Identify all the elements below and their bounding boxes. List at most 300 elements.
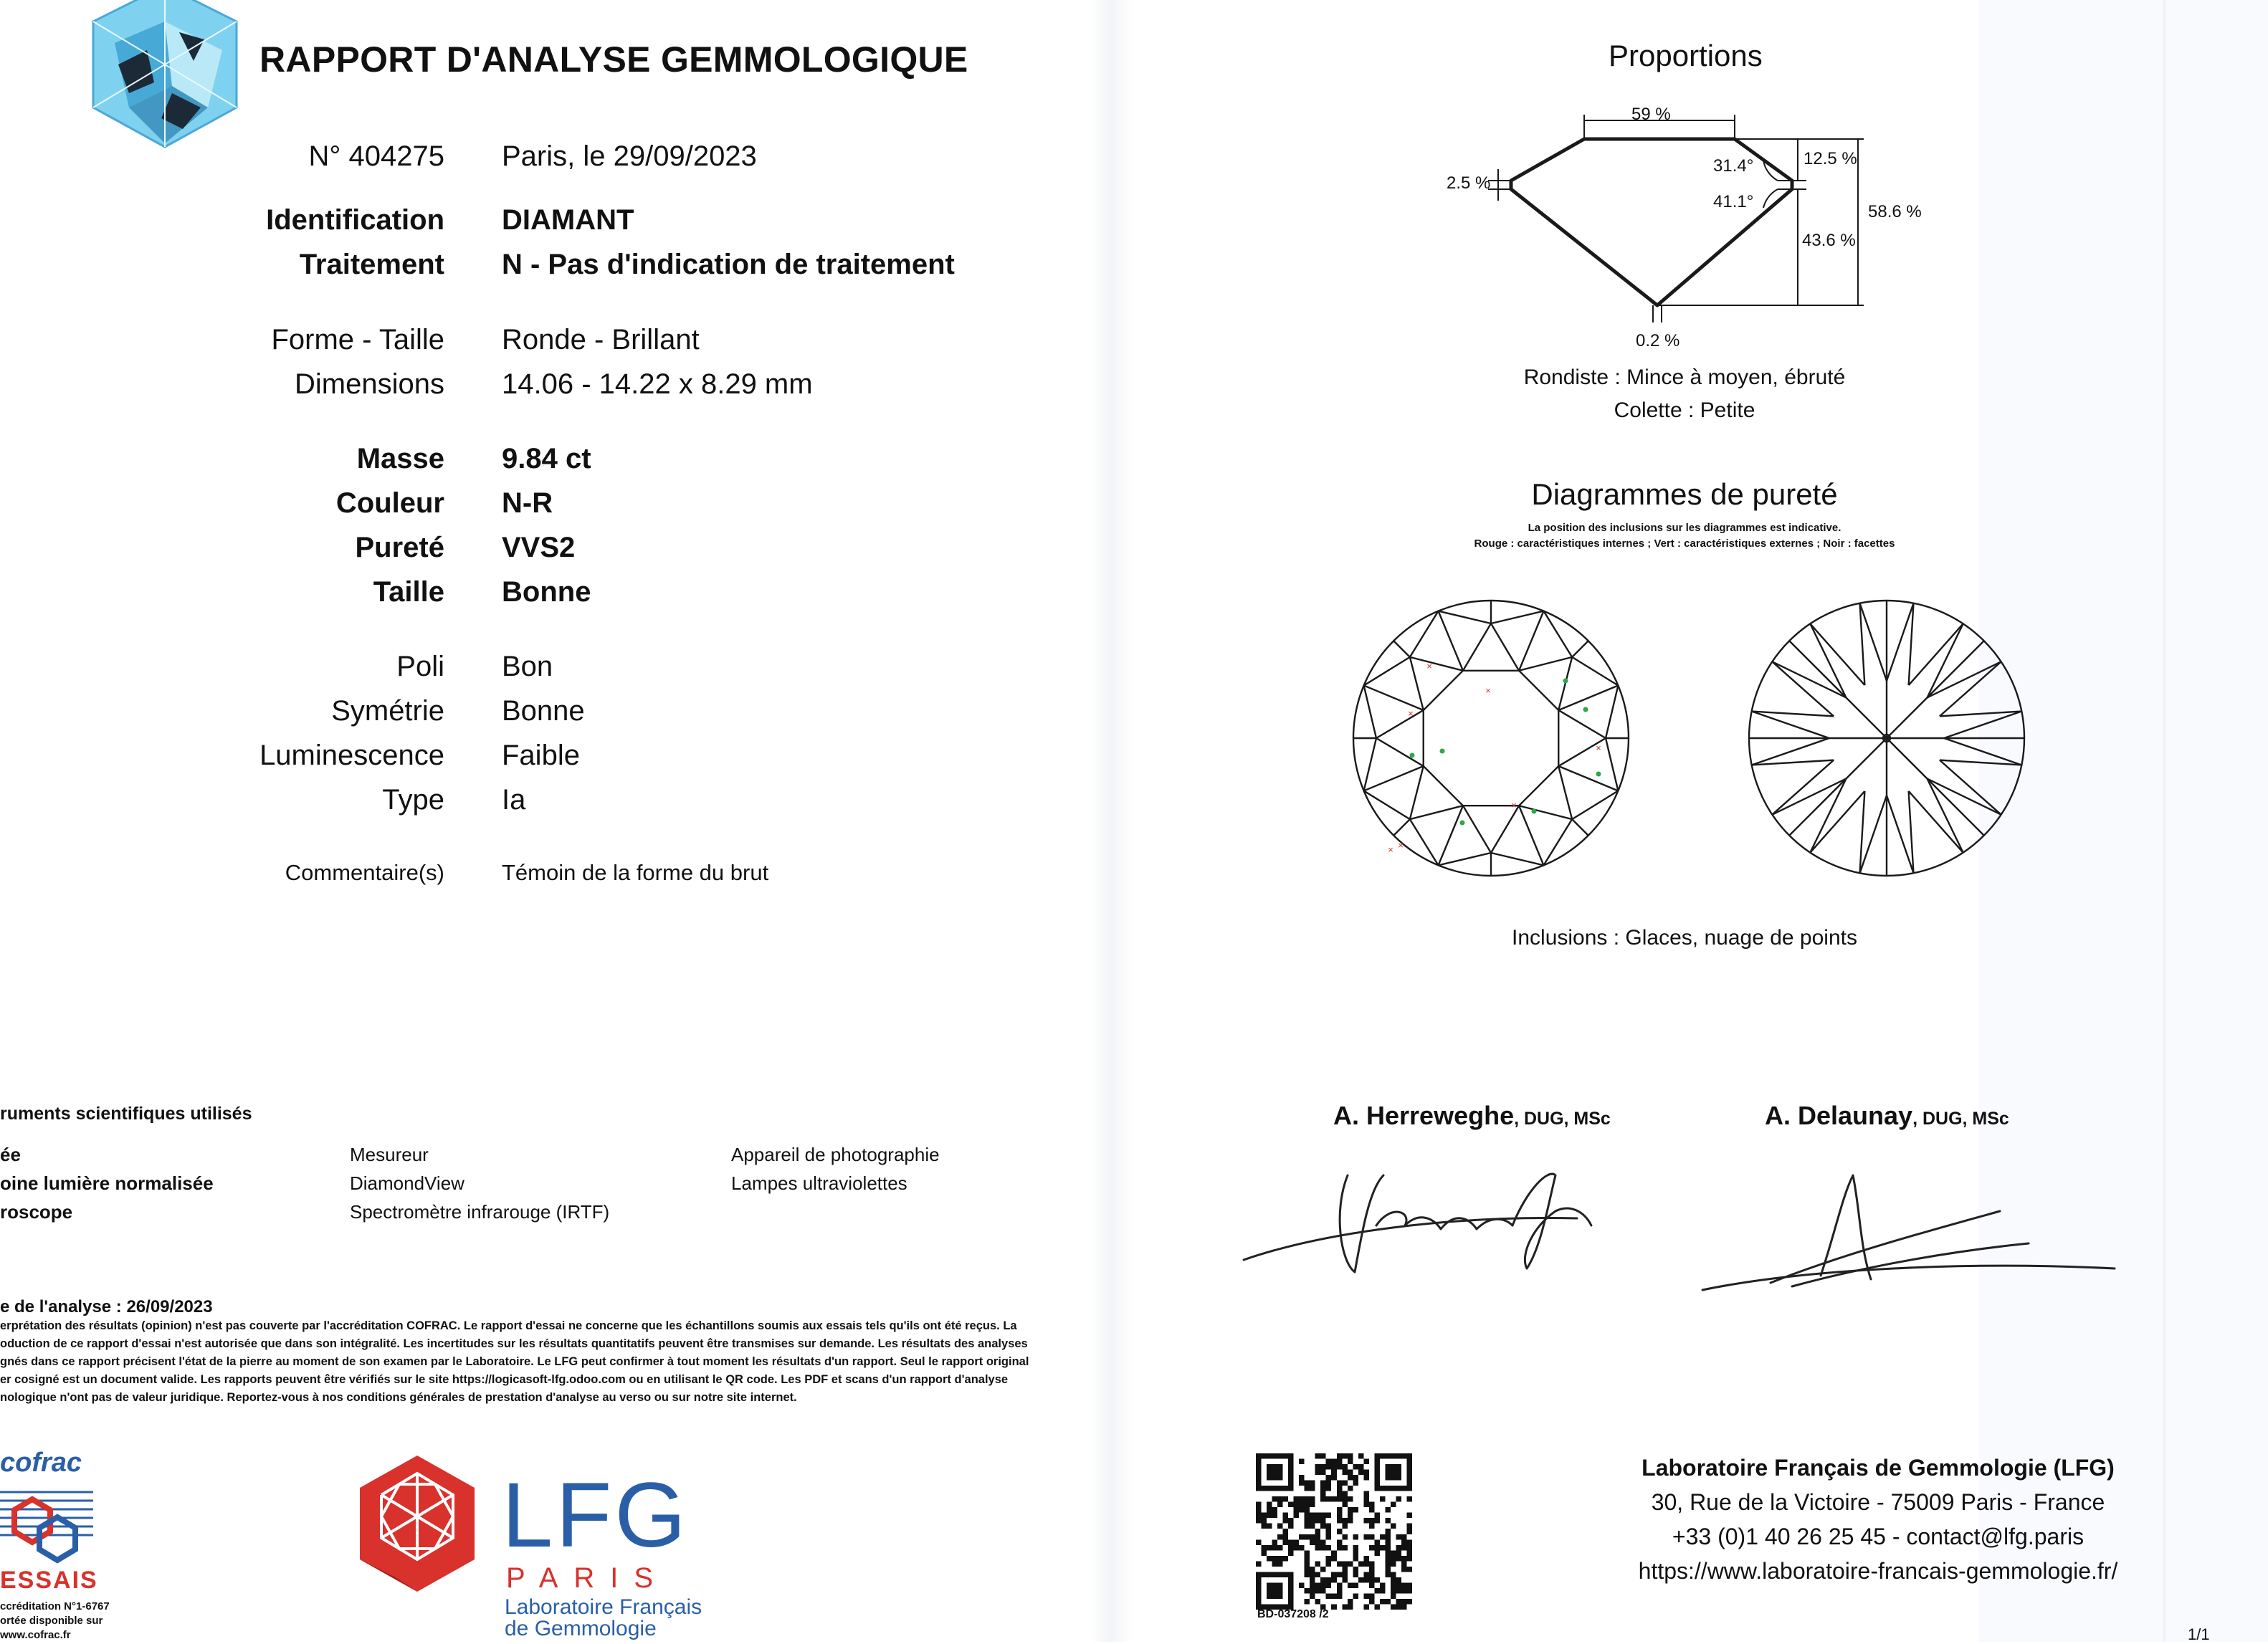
fine-print-line: er cosigné est un document valide. Les rapports peuvent être vérifiés sur le site https://logicasoft-lfg.odoo.com ou en utilisant le QR code. Les PDF et scans d'un rapport d'analyse (0, 1373, 1009, 1386)
inclusion-mark-internal: × (1596, 742, 1601, 753)
qr-module (1337, 1496, 1343, 1502)
qr-module (1331, 1572, 1337, 1577)
qr-module (1326, 1545, 1332, 1551)
crown-upper-girdle (1572, 657, 1618, 738)
qr-module (1391, 1550, 1396, 1556)
inclusion-mark-external (1410, 753, 1415, 758)
crown-facet-line (1572, 819, 1588, 836)
qr-module (1326, 1496, 1332, 1502)
qr-module (1348, 1518, 1353, 1524)
qr-module (1320, 1577, 1326, 1583)
crown-facet-line (1393, 819, 1410, 836)
field-label-poli: Poli (396, 651, 444, 682)
qr-module (1353, 1550, 1358, 1556)
qr-module (1369, 1524, 1375, 1529)
cofrac-wordmark: cofrac (0, 1448, 82, 1478)
crown-facet-line (1572, 641, 1588, 657)
qr-module (1315, 1529, 1321, 1534)
qr-module (1305, 1481, 1310, 1486)
qr-module (1406, 1539, 1412, 1545)
qr-module (1391, 1561, 1396, 1567)
qr-module (1406, 1524, 1412, 1529)
qr-module (1315, 1470, 1321, 1476)
qr-module (1331, 1556, 1337, 1562)
qr-module (1310, 1524, 1315, 1529)
qr-module (1283, 1539, 1289, 1545)
qr-module (1385, 1599, 1391, 1605)
pavilion-lower-girdle (1752, 712, 1834, 738)
qr-module (1272, 1513, 1278, 1519)
qr-module (1331, 1550, 1337, 1556)
qr-module (1320, 1588, 1326, 1594)
qr-module (1326, 1524, 1332, 1529)
qr-module (1406, 1545, 1412, 1551)
legal-fine-print (0, 1317, 1075, 1407)
qr-module (1326, 1582, 1332, 1588)
qr-module (1320, 1491, 1326, 1497)
qr-module (1272, 1556, 1278, 1562)
qr-module (1406, 1567, 1412, 1572)
qr-module (1391, 1572, 1396, 1577)
cofrac-logo (0, 1448, 110, 1642)
clarity-title: Diagrammes de pureté (1531, 477, 1838, 511)
qr-module (1262, 1518, 1267, 1524)
pavilion-lower-girdle (1928, 760, 2001, 815)
qr-module (1267, 1545, 1272, 1551)
qr-module (1337, 1486, 1343, 1491)
proportion-total-depth-label: 58.6 % (1868, 202, 1922, 221)
qr-module (1369, 1502, 1375, 1508)
qr-module (1342, 1470, 1348, 1476)
qr-module (1348, 1582, 1353, 1588)
crown-table (1424, 671, 1558, 806)
qr-module (1358, 1577, 1364, 1583)
qr-module (1256, 1561, 1262, 1567)
qr-module (1305, 1518, 1310, 1524)
qr-module (1288, 1545, 1294, 1551)
signature-2-image (1699, 1161, 2129, 1304)
field-label-type: Type (382, 784, 444, 816)
qr-module (1342, 1453, 1348, 1459)
pavilion-lower-girdle (1772, 661, 1846, 716)
qr-module (1401, 1545, 1407, 1551)
clarity-pavilion-diagram (1743, 595, 2030, 881)
field-label-luminescence: Luminescence (259, 740, 444, 771)
lab-address: 30, Rue de la Victoire - 75009 Paris - France (1651, 1489, 2105, 1515)
qr-module (1310, 1539, 1315, 1545)
qr-module (1277, 1561, 1283, 1567)
cofrac-essais: ESSAIS (0, 1567, 98, 1594)
qr-module (1374, 1588, 1380, 1594)
fine-print-line: oduction de ce rapport d'essai n'est autorisée que dans son intégralité. Les incertitudes sur les résultats quantitatifs peuvent être transmises sur demande. Les résultats des analyses (0, 1337, 1028, 1350)
instrument-item: DiamondView (350, 1172, 464, 1194)
colette-text: Colette : Petite (1614, 398, 1755, 422)
crown-star-facet (1519, 657, 1572, 710)
field-value-couleur: N-R (502, 487, 553, 519)
qr-module (1342, 1561, 1348, 1567)
qr-module (1326, 1593, 1332, 1599)
qr-module (1369, 1593, 1375, 1599)
qr-module (1315, 1545, 1321, 1551)
field-value-traitement: N - Pas d'indication de traitement (502, 249, 955, 280)
qr-module (1283, 1518, 1289, 1524)
qr-module (1272, 1496, 1278, 1502)
crown-star-facet (1519, 766, 1572, 819)
qr-module (1369, 1572, 1375, 1577)
qr-module (1262, 1513, 1267, 1519)
pavilion-lower-girdle (1752, 738, 1834, 765)
qr-module (1385, 1545, 1391, 1551)
qr-module (1363, 1534, 1369, 1540)
qr-module (1272, 1507, 1278, 1513)
qr-module (1396, 1577, 1401, 1583)
crown-upper-girdle (1491, 611, 1572, 657)
qr-module (1348, 1507, 1353, 1513)
qr-module (1380, 1599, 1386, 1605)
qr-module (1363, 1470, 1369, 1476)
qr-module (1391, 1577, 1396, 1583)
qr-module (1315, 1513, 1321, 1519)
qr-module (1363, 1572, 1369, 1577)
qr-module (1256, 1518, 1262, 1524)
qr-module (1363, 1518, 1369, 1524)
qr-module (1326, 1561, 1332, 1567)
crown-kite-line (1364, 686, 1424, 710)
qr-code-id: BD-037208 /2 (1257, 1608, 1329, 1620)
qr-module (1342, 1567, 1348, 1572)
qr-module (1256, 1539, 1262, 1545)
qr-module (1299, 1545, 1305, 1551)
qr-module (1315, 1582, 1321, 1588)
lfg-subtitle-line: Laboratoire Français (505, 1595, 702, 1619)
qr-module (1369, 1507, 1375, 1513)
qr-module (1305, 1588, 1310, 1594)
qr-module (1310, 1582, 1315, 1588)
qr-module (1348, 1453, 1353, 1459)
qr-module (1272, 1539, 1278, 1545)
qr-module (1396, 1582, 1401, 1588)
qr-module (1310, 1481, 1315, 1486)
qr-module (1342, 1464, 1348, 1470)
qr-module (1299, 1496, 1305, 1502)
qr-module (1310, 1593, 1315, 1599)
qr-module (1277, 1496, 1283, 1502)
field-label-identification: Identification (266, 204, 444, 236)
qr-module (1358, 1453, 1364, 1459)
pavilion-lower-girdle (1909, 623, 1963, 697)
qr-module (1310, 1513, 1315, 1519)
qr-module (1369, 1567, 1375, 1572)
qr-module (1288, 1550, 1294, 1556)
pavilion-lower-girdle (1940, 738, 2021, 765)
qr-module (1299, 1507, 1305, 1513)
qr-module (1353, 1556, 1358, 1562)
qr-module (1337, 1561, 1343, 1567)
qr-module (1337, 1588, 1343, 1594)
qr-module (1299, 1582, 1305, 1588)
qr-module (1374, 1604, 1380, 1610)
qr-module (1385, 1507, 1391, 1513)
qr-finder-core (1385, 1464, 1401, 1481)
qr-module (1369, 1545, 1375, 1551)
proportion-culet-label: 0.2 % (1636, 331, 1680, 350)
qr-module (1406, 1599, 1412, 1605)
qr-module (1342, 1496, 1348, 1502)
qr-module (1320, 1582, 1326, 1588)
qr-module (1288, 1539, 1294, 1545)
qr-module (1348, 1475, 1353, 1481)
signer-1-title: , DUG, MSc (1514, 1109, 1611, 1129)
qr-module (1326, 1556, 1332, 1562)
qr-module (1331, 1593, 1337, 1599)
qr-module (1401, 1539, 1407, 1545)
qr-module (1391, 1588, 1396, 1594)
qr-module (1353, 1567, 1358, 1572)
inclusion-mark-external (1532, 809, 1537, 814)
qr-module (1305, 1556, 1310, 1562)
qr-module (1283, 1529, 1289, 1534)
crown-kite-line (1439, 806, 1463, 865)
qr-module (1315, 1518, 1321, 1524)
qr-module (1385, 1556, 1391, 1562)
fine-print-line: gnés dans ce rapport précisent l'état de la pierre au moment de son examen par le Laboratoire. Le LFG peut confirmer à tout moment les résultats d'un rapport. Seul le rapport original (0, 1355, 1029, 1368)
qr-module (1337, 1513, 1343, 1519)
qr-module (1294, 1513, 1300, 1519)
instrument-item: Lampes ultraviolettes (731, 1172, 907, 1194)
crown-kite-line (1519, 611, 1543, 671)
qr-module (1358, 1470, 1364, 1476)
qr-module (1256, 1507, 1262, 1513)
lab-website-link[interactable]: https://www.laboratoire-francais-gemmologie.fr/ (1638, 1558, 2118, 1584)
qr-module (1310, 1572, 1315, 1577)
qr-module (1320, 1464, 1326, 1470)
pavilion-lower-girdle (1810, 623, 1864, 697)
qr-module (1396, 1496, 1401, 1502)
field-value-identification: DIAMANT (502, 204, 634, 236)
lfg-gem-logo-icon (353, 1452, 482, 1595)
qr-module (1288, 1524, 1294, 1529)
field-value-commentaire: Témoin de la forme du brut (502, 860, 769, 885)
field-label-forme: Forme - Taille (271, 324, 444, 355)
qr-module (1406, 1582, 1412, 1588)
qr-module (1326, 1481, 1332, 1486)
qr-module (1305, 1599, 1310, 1605)
qr-module (1320, 1470, 1326, 1476)
corner-gem-logo (86, 0, 244, 154)
qr-module (1315, 1572, 1321, 1577)
qr-module (1267, 1513, 1272, 1519)
qr-module (1385, 1550, 1391, 1556)
qr-module (1267, 1556, 1272, 1562)
qr-module (1342, 1604, 1348, 1610)
qr-module (1326, 1534, 1332, 1540)
qr-module (1305, 1567, 1310, 1572)
qr-module (1374, 1550, 1380, 1556)
crown-kite-line (1558, 766, 1618, 790)
qr-module (1342, 1502, 1348, 1508)
qr-module (1277, 1524, 1283, 1529)
qr-module (1385, 1539, 1391, 1545)
qr-module (1315, 1464, 1321, 1470)
pavilion-lower-girdle (1887, 603, 1913, 685)
qr-module (1380, 1582, 1386, 1588)
qr-module (1320, 1524, 1326, 1529)
proportions-title: Proportions (1609, 39, 1763, 72)
qr-module (1385, 1561, 1391, 1567)
qr-module (1348, 1470, 1353, 1476)
qr-module (1267, 1524, 1272, 1529)
qr-module (1358, 1464, 1364, 1470)
qr-module (1315, 1453, 1321, 1459)
qr-module (1396, 1534, 1401, 1540)
proportion-girdle-label: 2.5 % (1447, 173, 1491, 193)
qr-module (1374, 1577, 1380, 1583)
inclusion-mark-external (1563, 679, 1568, 684)
qr-module (1277, 1556, 1283, 1562)
qr-module (1272, 1545, 1278, 1551)
qr-module (1283, 1496, 1289, 1502)
qr-module (1294, 1507, 1300, 1513)
qr-module (1369, 1582, 1375, 1588)
field-label-taille: Taille (373, 576, 444, 608)
qr-module (1299, 1534, 1305, 1540)
qr-module (1363, 1556, 1369, 1562)
crown-kite-line (1558, 686, 1618, 710)
qr-module (1406, 1496, 1412, 1502)
clarity-crown-diagram (1348, 595, 1634, 881)
qr-module (1363, 1502, 1369, 1508)
qr-module (1363, 1496, 1369, 1502)
field-value-masse: 9.84 ct (502, 443, 591, 474)
qr-module (1369, 1599, 1375, 1605)
report-title: RAPPORT D'ANALYSE GEMMOLOGIQUE (259, 39, 968, 80)
qr-module (1310, 1534, 1315, 1540)
qr-module (1380, 1588, 1386, 1594)
qr-module (1342, 1577, 1348, 1583)
qr-module (1299, 1502, 1305, 1508)
qr-module (1310, 1518, 1315, 1524)
qr-module (1326, 1475, 1332, 1481)
lfg-city: PARIS (506, 1562, 670, 1594)
qr-module (1342, 1481, 1348, 1486)
qr-module (1305, 1507, 1310, 1513)
qr-module (1337, 1539, 1343, 1545)
qr-module (1267, 1502, 1272, 1508)
proportion-pavilion-depth-label: 43.6 % (1802, 231, 1856, 250)
field-label-purete: Pureté (355, 532, 444, 563)
qr-module (1406, 1529, 1412, 1534)
field-label-traitement: Traitement (299, 249, 444, 280)
cofrac-line: ccréditation N°1-6767 (0, 1600, 110, 1612)
cofrac-line: ortée disponible sur (0, 1615, 103, 1627)
qr-module (1342, 1518, 1348, 1524)
qr-module (1401, 1582, 1407, 1588)
pavilion-lower-girdle (1810, 779, 1864, 853)
qr-module (1331, 1577, 1337, 1583)
qr-module (1320, 1539, 1326, 1545)
pavilion-lower-girdle (1928, 661, 2001, 716)
qr-module (1380, 1496, 1386, 1502)
qr-module (1353, 1507, 1358, 1513)
qr-module (1337, 1459, 1343, 1465)
crown-star-facet (1376, 710, 1424, 766)
qr-module (1320, 1513, 1326, 1519)
qr-module (1320, 1567, 1326, 1572)
qr-module (1348, 1561, 1353, 1567)
proportion-pavilion-angle-label: 41.1° (1713, 192, 1754, 211)
qr-module (1326, 1464, 1332, 1470)
field-value-dimensions: 14.06 - 14.22 x 8.29 mm (502, 368, 813, 400)
qr-module (1283, 1556, 1289, 1562)
instrument-item: Appareil de photographie (731, 1144, 940, 1165)
qr-module (1320, 1496, 1326, 1502)
qr-module (1353, 1593, 1358, 1599)
signer-1 (1333, 1101, 1611, 1131)
qr-module (1294, 1496, 1300, 1502)
qr-module (1337, 1491, 1343, 1497)
field-value-forme: Ronde - Brillant (502, 324, 700, 355)
qr-module (1305, 1513, 1310, 1519)
instrument-item: roscope (0, 1201, 73, 1223)
qr-module (1262, 1550, 1267, 1556)
qr-module (1391, 1582, 1396, 1588)
qr-module (1401, 1567, 1407, 1572)
qr-module (1272, 1561, 1278, 1567)
qr-code-image[interactable] (1256, 1453, 1412, 1610)
cofrac-line: www.cofrac.fr (0, 1629, 71, 1641)
lab-name: Laboratoire Français de Gemmologie (LFG) (1642, 1455, 2115, 1481)
qr-module (1320, 1518, 1326, 1524)
crown-upper-girdle (1364, 738, 1410, 819)
qr-module (1326, 1486, 1332, 1491)
qr-module (1315, 1534, 1321, 1540)
qr-module (1320, 1453, 1326, 1459)
qr-module (1310, 1567, 1315, 1572)
instruments-title: ruments scientifiques utilisés (0, 1104, 252, 1124)
qr-module (1396, 1550, 1401, 1556)
field-value-symetrie: Bonne (502, 695, 585, 727)
qr-module (1348, 1599, 1353, 1605)
qr-module (1342, 1545, 1348, 1551)
qr-module (1310, 1496, 1315, 1502)
qr-module (1277, 1534, 1283, 1540)
qr-module (1391, 1593, 1396, 1599)
pavilion-lower-girdle (1860, 791, 1887, 873)
qr-module (1363, 1577, 1369, 1583)
qr-module (1331, 1496, 1337, 1502)
pavilion-lower-girdle (1860, 603, 1887, 685)
qr-module (1353, 1534, 1358, 1540)
crown-star-facet (1410, 766, 1463, 819)
qr-module (1396, 1599, 1401, 1605)
cofrac-accreditation (0, 1600, 110, 1643)
crown-upper-girdle (1410, 819, 1491, 865)
inclusion-mark-internal: × (1398, 840, 1404, 851)
qr-module (1315, 1539, 1321, 1545)
qr-module (1391, 1556, 1396, 1562)
qr-module (1380, 1545, 1386, 1551)
qr-module (1363, 1491, 1369, 1497)
qr-module (1401, 1556, 1407, 1562)
qr-module (1406, 1513, 1412, 1519)
qr-module (1256, 1513, 1262, 1519)
qr-module (1348, 1486, 1353, 1491)
field-value-taille: Bonne (502, 576, 591, 608)
qr-module (1337, 1453, 1343, 1459)
instrument-item: Spectromètre infrarouge (IRTF) (350, 1201, 610, 1223)
crown-facet-line (1393, 641, 1410, 657)
qr-module (1353, 1545, 1358, 1551)
